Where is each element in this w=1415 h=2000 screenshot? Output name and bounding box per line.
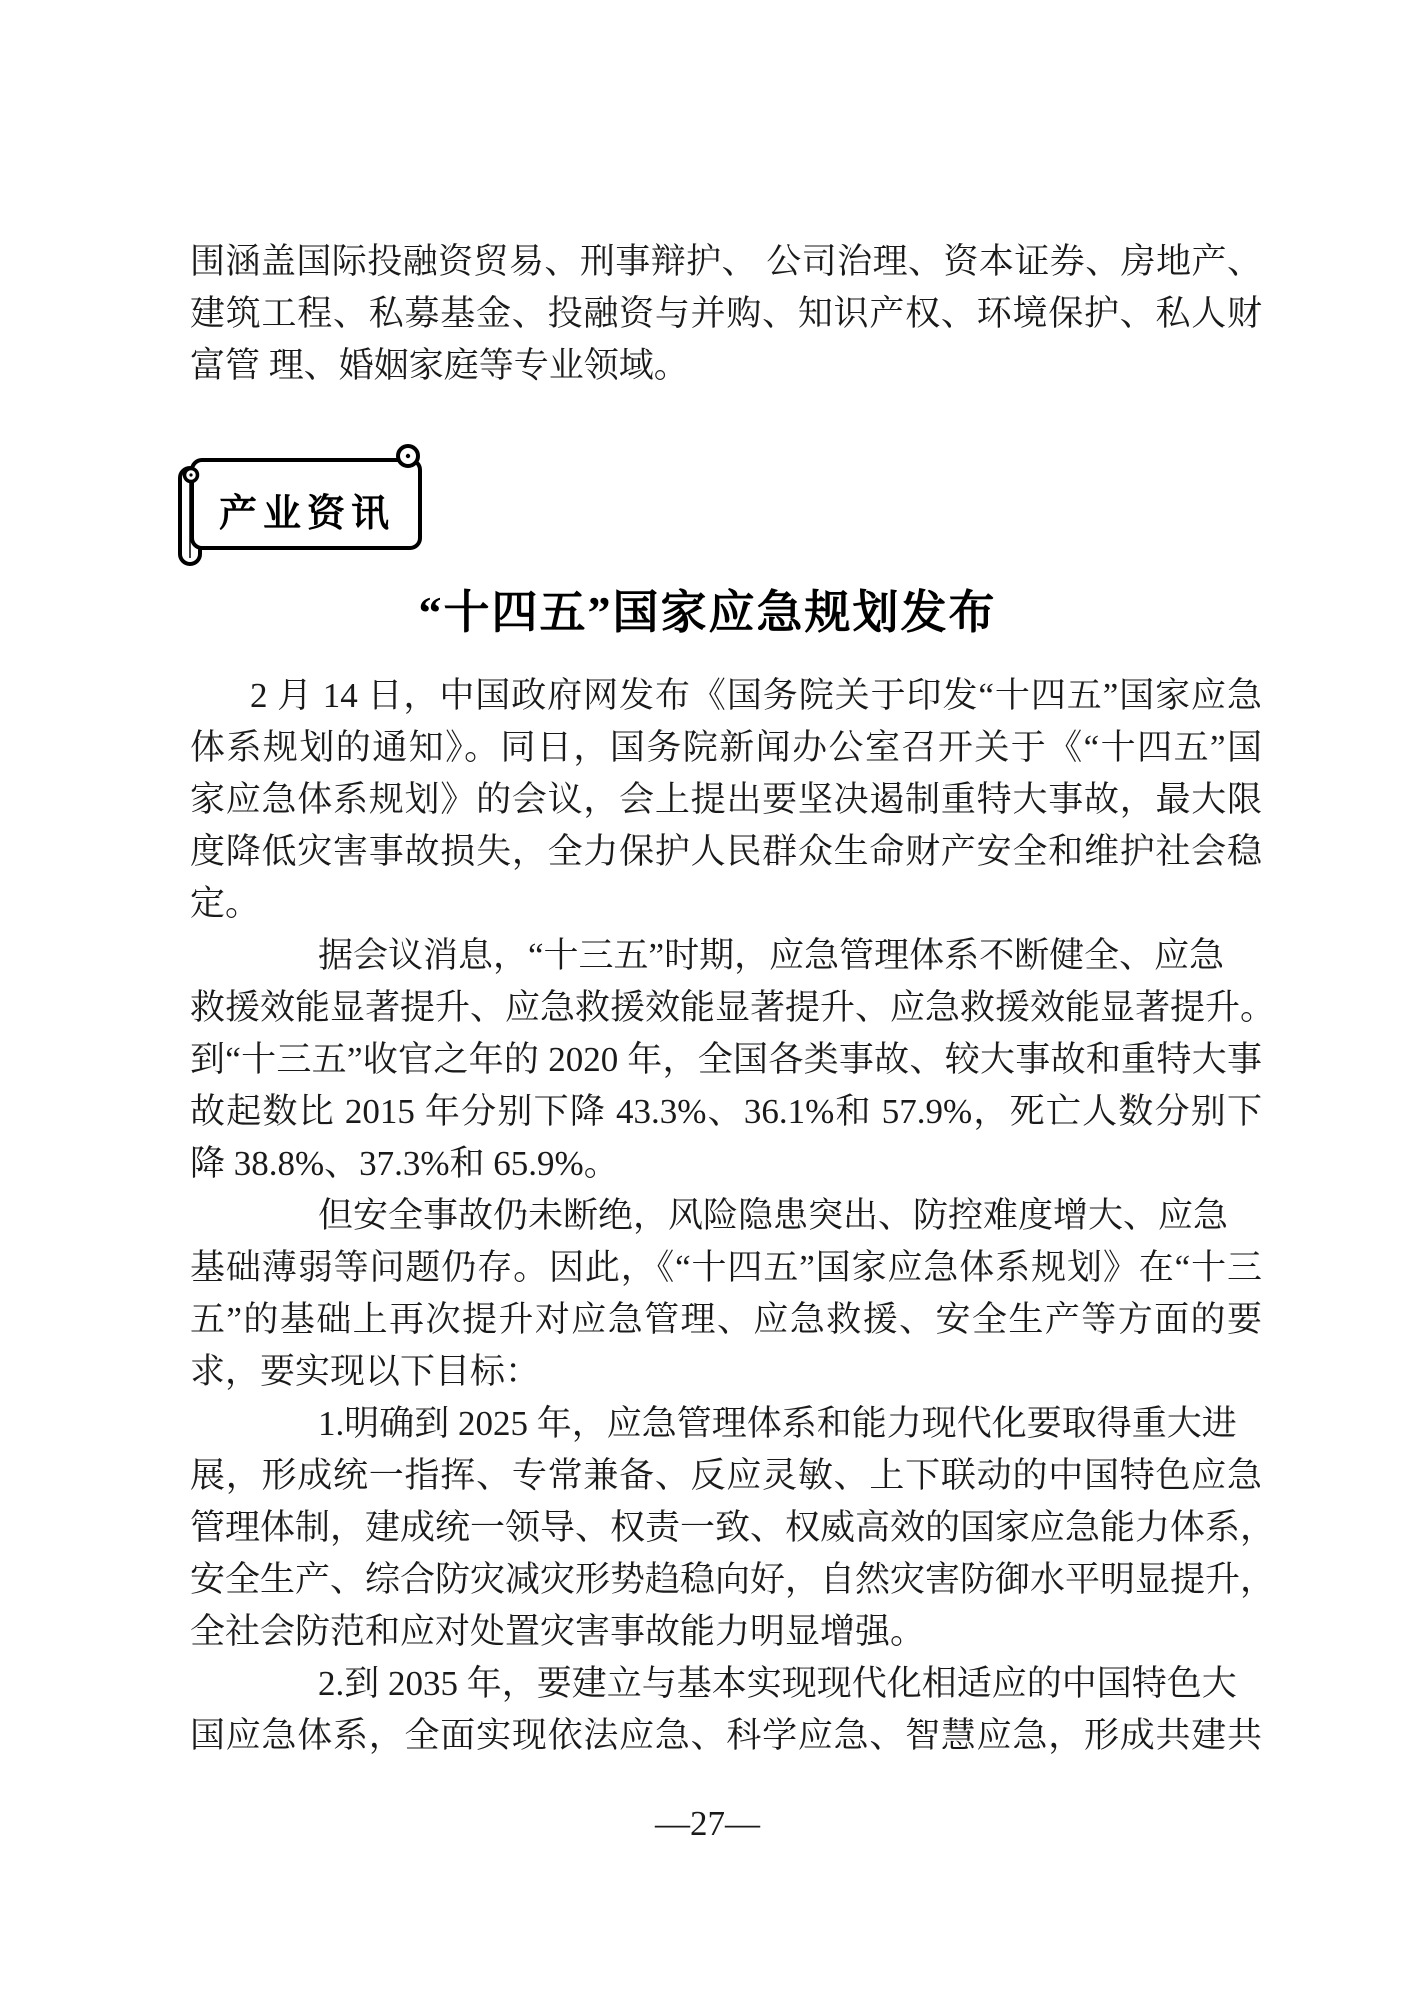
continuation-paragraph — [190, 236, 1262, 392]
body-line: 到“十三五”收官之年的 2020 年，全国各类事故、较大事故和重特大事 — [190, 1040, 1262, 1079]
body-line: 求，要实现以下目标： — [190, 1352, 541, 1391]
body-line: 展，形成统一指挥、专常兼备、反应灵敏、上下联动的中国特色应急 — [190, 1456, 1262, 1495]
body-line: 国应急体系，全面实现依法应急、科学应急、智慧应急，形成共建共 — [190, 1716, 1262, 1755]
article-body — [190, 670, 1276, 1762]
body-line: 管理体制，建成统一领导、权责一致、权威高效的国家应急能力体系， — [190, 1508, 1276, 1547]
continuation-line: 围涵盖国际投融资贸易、刑事辩护、 公司治理、资本证券、房地产、 — [190, 242, 1262, 281]
body-line: 故起数比 2015 年分别下降 43.3%、36.1%和 57.9%，死亡人数分别下 — [190, 1092, 1262, 1131]
continuation-line: 富管 理、婚姻家庭等专业领域。 — [190, 346, 689, 385]
continuation-line: 建筑工程、私募基金、投融资与并购、知识产权、环境保护、私人财 — [190, 294, 1262, 333]
body-line: 1.明确到 2025 年，应急管理体系和能力现代化要取得重大进 — [318, 1404, 1237, 1443]
body-line: 基础薄弱等问题仍存。因此，《“十四五”国家应急体系规划》在“十三 — [190, 1248, 1262, 1287]
body-line: 家应急体系规划》的会议，会上提出要坚决遏制重特大事故，最大限 — [190, 780, 1262, 819]
page-number: —27— — [655, 1804, 760, 1843]
body-line: 安全生产、综合防灾减灾形势趋稳向好，自然灾害防御水平明显提升， — [190, 1560, 1276, 1599]
article-title: “十四五”国家应急规划发布 — [418, 587, 997, 638]
body-line: 救援效能显著提升、应急救援效能显著提升、应急救援效能显著提升。 — [190, 988, 1276, 1027]
section-banner-label: 产业资讯 — [218, 493, 395, 535]
section-banner — [172, 438, 422, 568]
body-line: 定。 — [190, 884, 261, 923]
body-line: 度降低灾害事故损失，全力保护人民群众生命财产安全和维护社会稳 — [190, 832, 1262, 871]
body-line: 体系规划的通知》。同日，国务院新闻办公室召开关于《“十四五”国 — [190, 728, 1262, 767]
body-line: 全社会防范和应对处置灾害事故能力明显增强。 — [190, 1612, 926, 1651]
body-line: 降 38.8%、37.3%和 65.9%。 — [190, 1144, 619, 1183]
body-line: 五”的基础上再次提升对应急管理、应急救援、安全生产等方面的要 — [190, 1300, 1262, 1339]
body-line: 2 月 14 日，中国政府网发布《国务院关于印发“十四五”国家应急 — [250, 676, 1262, 715]
body-line: 据会议消息，“十三五”时期，应急管理体系不断健全、应急 — [318, 936, 1225, 975]
body-line: 但安全事故仍未断绝，风险隐患突出、防控难度增大、应急 — [318, 1196, 1229, 1235]
body-line: 2.到 2035 年，要建立与基本实现现代化相适应的中国特色大 — [318, 1664, 1237, 1703]
